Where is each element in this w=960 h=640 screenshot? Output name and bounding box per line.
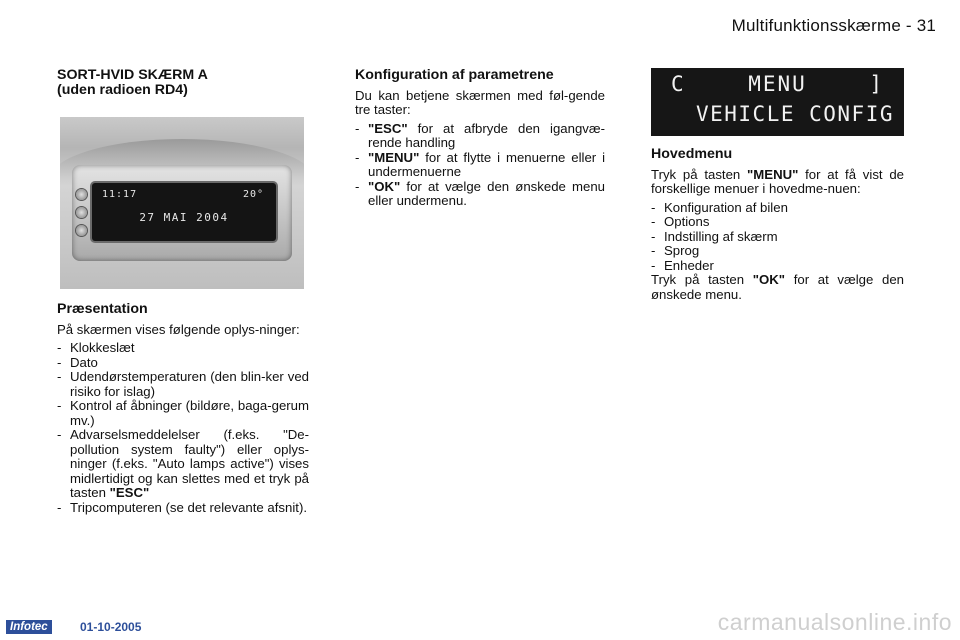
intro-text: for at få vist de forskellige menuer i hovedme-nuen: (651, 166, 905, 196)
key-esc: "ESC" (109, 485, 150, 500)
list-item: - Enheder (651, 259, 904, 274)
menu-label: MENU (748, 72, 807, 96)
list-item-text: for at flytte i menuerne eller i undermenuerne (368, 149, 605, 179)
page-title: Multifunktionsskærme - 31 (731, 16, 936, 35)
list-item (57, 428, 309, 501)
column-middle (355, 68, 605, 209)
list-item: - Kontrol af åbninger (bildøre, baga-gerum mv.) (57, 399, 309, 428)
display-temperature: 20° (242, 189, 264, 200)
section-heading-main-menu: Hovedmenu (651, 146, 733, 162)
key-ok: "OK" (368, 178, 401, 194)
column-left (57, 68, 309, 102)
display-date: 27 MAI 2004 (139, 211, 229, 224)
intro-text: Tryk på tasten (651, 166, 748, 182)
list-item: - Dato (57, 356, 309, 371)
main-menu-list (651, 201, 904, 274)
list-item-text: for at vælge den ønskede menu eller undermenu. (368, 178, 605, 208)
key-menu: "MENU" (747, 166, 799, 182)
infotec-badge: Infotec (6, 620, 52, 634)
display-screen (92, 183, 276, 241)
key-menu: "MENU" (368, 149, 420, 165)
outro-text: for at vælge den ønskede menu. (651, 272, 904, 302)
display-time: 11:17 (102, 189, 138, 200)
list-item (355, 122, 605, 151)
list-item-text: for at afbryde den igangvæ-rende handling (368, 120, 605, 150)
key-list (355, 122, 605, 209)
display-button-icon (76, 189, 87, 200)
list-item: - Klokkeslæt (57, 341, 309, 356)
list-item: - Options (651, 215, 904, 230)
menu-bracket-right: ] (869, 72, 884, 96)
configuration-intro: Du kan betjene skærmen med føl-gende tre taster: (355, 87, 605, 117)
list-item: - Sprog (651, 244, 904, 259)
section-heading-presentation: Præsentation (57, 301, 148, 317)
key-esc: "ESC" (368, 120, 408, 136)
list-item (355, 180, 605, 209)
key-ok: "OK" (752, 272, 786, 287)
menu-screen-image (651, 68, 904, 136)
main-menu-intro (651, 168, 904, 197)
heading-line-1: SORT-HVID SKÆRM A (57, 67, 208, 83)
outro-text: Tryk på tasten (651, 272, 753, 287)
section-heading-display-a (57, 68, 309, 98)
heading-line-2: (uden radioen RD4) (57, 82, 188, 98)
main-menu-outro (651, 273, 904, 302)
column-right (651, 147, 904, 306)
menu-bracket-left: C (671, 72, 686, 96)
list-item: - Konfiguration af bilen (651, 201, 904, 216)
dashboard-display-image (60, 117, 304, 289)
presentation-list (57, 341, 309, 515)
presentation-intro: På skærmen vises følgende oplys-ninger: (57, 321, 300, 337)
list-item: - Tripcomputeren (se det relevante afsnit). (57, 501, 309, 516)
list-item (355, 151, 605, 180)
watermark: carmanualsonline.info (717, 609, 952, 635)
footer-date: 01-10-2005 (80, 620, 142, 634)
display-bezel (72, 165, 292, 261)
section-heading-configuration: Konfiguration af parametrene (355, 67, 554, 83)
display-button-icon (76, 207, 87, 218)
menu-screen-line-2: VEHICLE CONFIG (695, 102, 894, 126)
menu-screen-line-1 (671, 72, 884, 96)
list-item: - Udendørstemperaturen (den blin-ker ved risiko for islag) (57, 370, 309, 399)
list-item: - Indstilling af skærm (651, 230, 904, 245)
list-item-text: Advarselsmeddelelser (f.eks. "De-pollution system faulty") eller oplys-ninger (f.eks. "Auto lamps active") vises midlertidigt og kan slettes med et tryk på tasten (70, 427, 309, 500)
presentation-block (57, 302, 309, 515)
display-button-icon (76, 225, 87, 236)
